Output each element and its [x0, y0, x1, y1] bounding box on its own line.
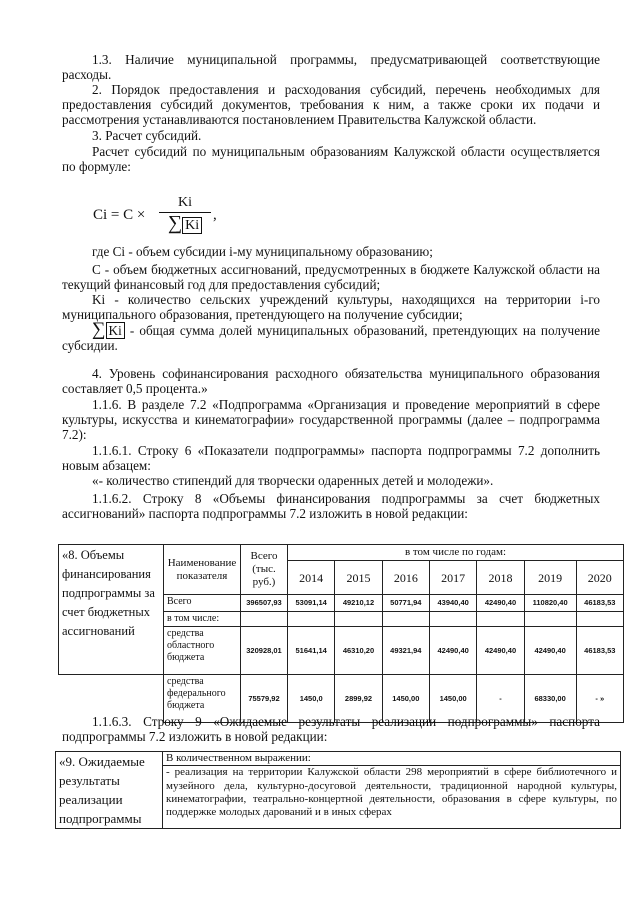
- paragraph-new-indicator: «- количество стипендий для творчески одаренных детей и молодежи».: [92, 473, 494, 488]
- sum-ki-symbol: ∑: [92, 319, 106, 340]
- col-header-years-caption: в том числе по годам:: [288, 545, 624, 561]
- row-value: [335, 612, 382, 627]
- year-header: 2016: [382, 561, 429, 595]
- row-value: 49210,12: [335, 595, 382, 612]
- row-name: средства федерального бюджета: [164, 675, 241, 723]
- row-value: 51641,14: [288, 627, 335, 675]
- row-value: 1450,00: [429, 675, 476, 723]
- row-value: 43940,40: [429, 595, 476, 612]
- row-value: 46310,20: [335, 627, 382, 675]
- sum-ki-bracket: Ki: [106, 322, 125, 339]
- sum-def-text: - общая сумма долей муниципальных образований, претендующих на получение субсидии.: [62, 323, 601, 353]
- expected-results-text: [163, 752, 621, 829]
- paragraph-c-def: С - объем бюджетных ассигнований, предусмотренных в бюджете Калужской области на текущий финансовый год для предоставления субсидий;: [62, 262, 600, 292]
- row-value: 46183,53: [576, 595, 623, 612]
- row-value: [477, 612, 524, 627]
- paragraph-1-1-6: 1.1.6. В разделе 7.2 «Подпрограмма «Организация и проведение мероприятий в сфере культуры, искусства и кинематографии» государственной программы (далее – подпрограмма 7.2):: [62, 397, 600, 442]
- financing-table: [58, 544, 624, 723]
- paragraph-4: 4. Уровень софинансирования расходного обязательства муниципального образования составляет 0,5 процента.»: [62, 366, 600, 396]
- row-total: 320928,01: [241, 627, 288, 675]
- row-value: 42490,40: [477, 595, 524, 612]
- row-value: 50771,94: [382, 595, 429, 612]
- year-header: 2018: [477, 561, 524, 595]
- paragraph-1-3: 1.3. Наличие муниципальной программы, предусматривающей соответствующие расходы.: [62, 52, 600, 82]
- row-value: 68330,00: [524, 675, 576, 723]
- paragraph-1-1-6-1: 1.1.6.1. Строку 6 «Показатели подпрограммы» паспорта подпрограммы 7.2 дополнить новым абзацем:: [62, 443, 600, 473]
- expected-results-table: [55, 751, 621, 829]
- row-total: 396507,93: [241, 595, 288, 612]
- financing-row-label: «8. Объемы финансирования подпрограммы за счет бюджетных ассигнований: [59, 545, 164, 675]
- paragraph-ci-def: где Ci - объем субсидии i-му муниципальному образованию;: [92, 244, 433, 259]
- row-value: [524, 612, 576, 627]
- subsidy-formula: [93, 195, 233, 235]
- bracket-ki: Ki: [182, 217, 202, 234]
- row-value: 42490,40: [429, 627, 476, 675]
- row-total: [241, 612, 288, 627]
- row-value: [429, 612, 476, 627]
- formula-denominator: [159, 214, 211, 235]
- fraction-bar: [159, 212, 211, 213]
- paragraph-1-1-6-2: 1.1.6.2. Строку 8 «Объемы финансирования подпрограммы за счет бюджетных ассигнований» паспорта подпрограммы 7.2 изложить в новой редакции:: [62, 491, 600, 521]
- row-name: Всего: [164, 595, 241, 612]
- row-value: 1450,00: [382, 675, 429, 723]
- paragraph-sum-def: [62, 319, 601, 353]
- col-header-name: Наименование показателя: [164, 545, 241, 595]
- paragraph-formula-intro: Расчет субсидий по муниципальным образованиям Калужской области осуществляется по формуле:: [62, 144, 600, 174]
- row-value: [576, 612, 623, 627]
- row-value: 49321,94: [382, 627, 429, 675]
- row-total: 75579,92: [241, 675, 288, 723]
- row-value: -: [477, 675, 524, 723]
- formula-numerator: Ki: [178, 195, 192, 210]
- row-value: [288, 612, 335, 627]
- year-header: 2017: [429, 561, 476, 595]
- row-value: 42490,40: [477, 627, 524, 675]
- paragraph-ki-def: Ki - количество сельских учреждений культуры, находящихся на территории i-го муниципального образования, претендующего на получение субсидии;: [62, 292, 600, 322]
- row-value: 2899,92: [335, 675, 382, 723]
- paragraph-2: 2. Порядок предоставления и расходования субсидий, перечень необходимых для предоставления субсидий документов, требования к ним, а также сроки их подачи и рассмотрения устанавливаются постановлением Правительства Калужской области.: [62, 82, 600, 127]
- row-name: в том числе:: [164, 612, 241, 627]
- formula-fraction: [159, 195, 211, 235]
- paragraph-1-1-6-3: 1.1.6.3. Строку 9 «Ожидаемые результаты реализации подпрограммы» паспорта подпрограммы 7.2 изложить в новой редакции:: [62, 714, 600, 744]
- expected-results-line1: В количественном выражении:: [166, 752, 311, 764]
- col-header-total: Всего (тыс. руб.): [241, 545, 288, 595]
- row-value: 1450,0: [288, 675, 335, 723]
- year-header: 2020: [576, 561, 623, 595]
- formula-comma: ,: [213, 207, 217, 223]
- expected-results-label: «9. Ожидаемые результаты реализации подпрограммы: [56, 752, 163, 829]
- sigma-symbol: ∑: [167, 212, 183, 234]
- formula-lhs: Ci = C ×: [93, 207, 146, 223]
- row-value: 53091,14: [288, 595, 335, 612]
- row-value: [382, 612, 429, 627]
- year-header: 2019: [524, 561, 576, 595]
- expected-results-body: - реализация на территории Калужской области 298 мероприятий в сфере библиотечного и музейного дела, культурно-досуговой деятельности, традиционной народной культуры, кинематографии, театрально-концертной деятельности, образования в сфере культуры, по поддержке молодых дарований и в иных сферах: [163, 765, 620, 819]
- row-value: - »: [576, 675, 623, 723]
- year-header: 2014: [288, 561, 335, 595]
- row-name: средства областного бюджета: [164, 627, 241, 675]
- paragraph-3: 3. Расчет субсидий.: [92, 128, 202, 143]
- row-value: 46183,53: [576, 627, 623, 675]
- row-value: 42490,40: [524, 627, 576, 675]
- year-header: 2015: [335, 561, 382, 595]
- row-value: 110820,40: [524, 595, 576, 612]
